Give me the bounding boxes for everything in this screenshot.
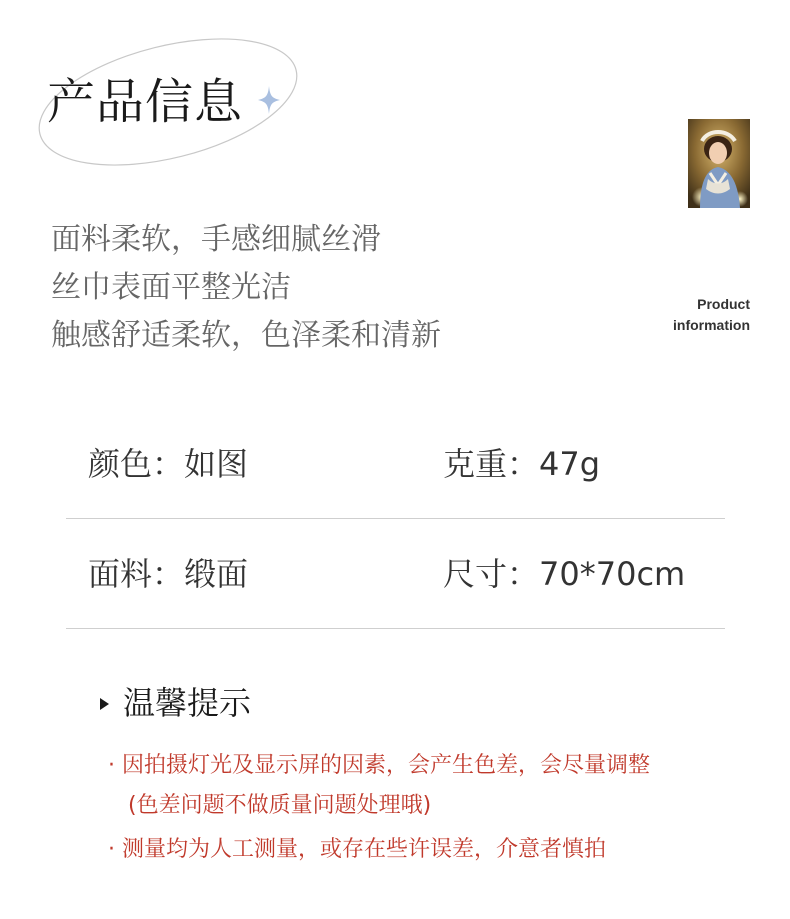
spec-row: [66, 518, 725, 629]
product-label-line2: information: [673, 317, 750, 333]
description-line: 面料柔软，手感细腻丝滑: [51, 222, 381, 257]
spec-size: 尺寸：70*70cm: [443, 555, 686, 593]
description-block: [51, 216, 441, 360]
product-label-line1: Product: [697, 296, 750, 312]
tips-list: [108, 746, 650, 870]
tip-text: (色差问题不做质量问题处理哦): [128, 793, 432, 818]
description-line: 丝巾表面平整光洁: [51, 270, 291, 305]
tips-title-text: 温馨提示: [123, 684, 252, 722]
triangle-bullet-icon: [100, 698, 109, 710]
spec-row: [66, 408, 725, 519]
tip-item: [108, 746, 650, 786]
tip-text: 因拍摄灯光及显示屏的因素，会产生色差，会尽量调整: [122, 753, 651, 778]
spec-weight: 克重：47g: [443, 445, 601, 483]
product-information-label: [673, 294, 750, 336]
tip-text: 测量均为人工测量，或存在些许误差，介意者慎拍: [122, 837, 607, 862]
spec-material: 面料：缎面: [88, 555, 249, 593]
bullet-dot: ·: [108, 753, 115, 778]
tips-heading: [100, 680, 251, 726]
spec-color: 颜色：如图: [88, 445, 249, 483]
sparkle-icon: [258, 86, 280, 114]
product-photo: [688, 119, 750, 208]
description-line: 触感舒适柔软，色泽柔和清新: [51, 318, 441, 353]
tip-item-continuation: [108, 786, 650, 826]
bullet-dot: ·: [108, 837, 115, 862]
page-title: 产品信息: [47, 74, 244, 130]
tip-item: [108, 830, 650, 870]
